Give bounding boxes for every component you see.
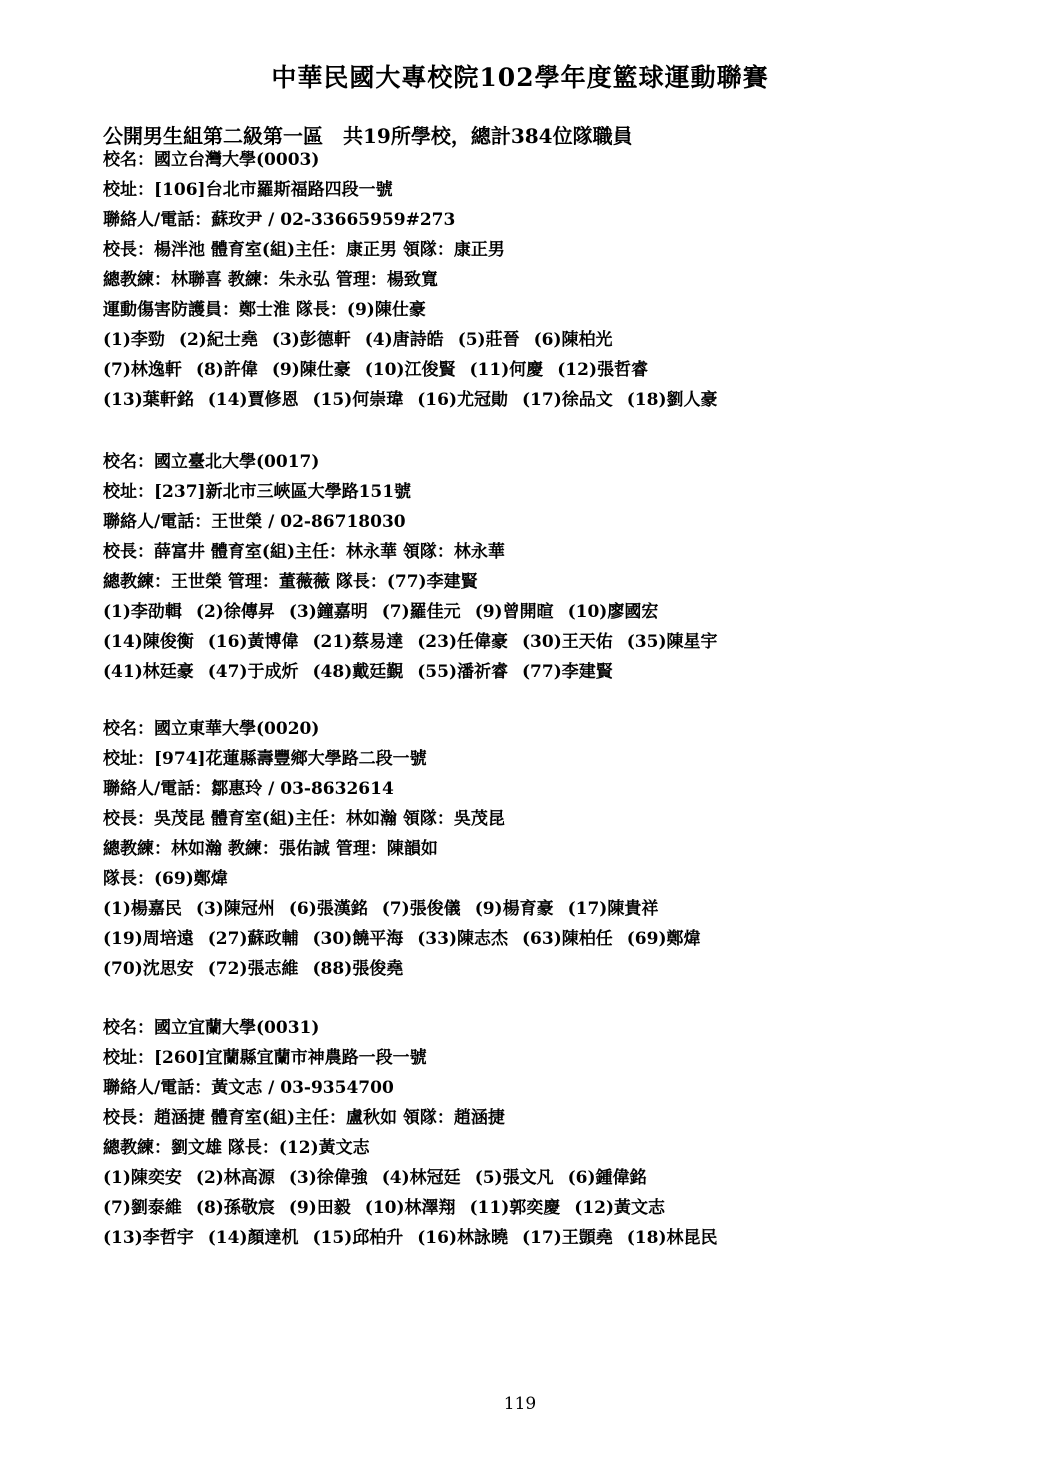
player: (2)林高源 (195, 1168, 275, 1188)
roster-line (103, 1193, 732, 1223)
school-staff-line: 運動傷害防護員：鄭士淮 隊長：(9)陳仕豪 (103, 300, 426, 320)
player: (5)張文凡 (474, 1168, 554, 1188)
player: (8)孫敬宸 (195, 1198, 275, 1218)
player: (23)任偉豪 (417, 632, 508, 652)
school-name: 校名：國立臺北大學(0017) (103, 452, 320, 472)
player: (9)田毅 (288, 1198, 351, 1218)
player: (48)戴廷覲 (312, 662, 404, 682)
player: (1)陳奕安 (103, 1168, 182, 1188)
player: (9)陳仕豪 (271, 360, 351, 380)
school-address: 校址：[260]宜蘭縣宜蘭市神農路一段一號 (103, 1048, 427, 1068)
player: (7)林逸軒 (103, 360, 182, 380)
player: (35)陳星宇 (626, 632, 718, 652)
player: (27)蘇政輔 (207, 929, 299, 949)
player: (16)尤冠勛 (417, 390, 508, 410)
roster-line (103, 894, 715, 924)
roster-line (103, 924, 715, 954)
school-staff-line: 總教練：王世榮 管理：董薇薇 隊長：(77)李建賢 (103, 572, 478, 592)
roster-line (103, 355, 732, 385)
page-title: 中華民國大專校院102學年度籃球運動聯賽 (271, 63, 769, 92)
roster-line (103, 597, 732, 627)
player: (77)李建賢 (522, 662, 613, 682)
page-number: 119 (503, 1394, 537, 1414)
player: (4)唐詩皓 (364, 330, 444, 350)
player: (18)劉人豪 (626, 390, 718, 410)
player: (9)楊育豪 (474, 899, 554, 919)
player: (8)許偉 (195, 360, 258, 380)
player: (19)周培遠 (103, 929, 194, 949)
player: (1)李劭輯 (103, 602, 182, 622)
player: (1)楊嘉民 (103, 899, 182, 919)
school-block (103, 145, 732, 415)
school-staff-line: 校長：薛富井 體育室(組)主任：林永華 領隊：林永華 (103, 542, 505, 562)
player: (41)林廷豪 (103, 662, 194, 682)
player: (3)彭德軒 (271, 330, 351, 350)
player: (30)王天佑 (522, 632, 613, 652)
player: (12)張哲睿 (557, 360, 649, 380)
school-block (103, 714, 715, 984)
school-name: 校名：國立東華大學(0020) (103, 719, 320, 739)
school-contact: 聯絡人/電話：鄒惠玲 / 03-8632614 (103, 779, 394, 799)
player: (11)何慶 (469, 360, 544, 380)
player: (6)張漢銘 (288, 899, 368, 919)
player: (13)葉軒銘 (103, 390, 194, 410)
school-staff-line: 總教練：林聯喜 教練：朱永弘 管理：楊致寬 (103, 270, 438, 290)
section-heading: 公開男生組第二級第一區 共19所學校，總計384位隊職員 (103, 124, 633, 148)
player: (7)羅佳元 (381, 602, 461, 622)
player: (10)廖國宏 (567, 602, 659, 622)
player: (72)張志維 (207, 959, 299, 979)
roster-line (103, 954, 715, 984)
player: (4)林冠廷 (381, 1168, 461, 1188)
school-staff-line: 校長：楊泮池 體育室(組)主任：康正男 領隊：康正男 (103, 240, 505, 260)
school-staff-line: 總教練：林如瀚 教練：張佑誠 管理：陳韻如 (103, 839, 438, 859)
player: (12)黃文志 (574, 1198, 666, 1218)
player: (10)江俊賢 (364, 360, 456, 380)
school-contact: 聯絡人/電話：蘇玫尹 / 02-33665959#273 (103, 210, 456, 230)
player: (13)李哲宇 (103, 1228, 194, 1248)
player: (33)陳志杰 (417, 929, 508, 949)
roster-line (103, 657, 732, 687)
player: (9)曾開暄 (474, 602, 554, 622)
player: (10)林澤翔 (364, 1198, 456, 1218)
player: (6)陳柏光 (533, 330, 613, 350)
school-block (103, 447, 732, 687)
player: (14)顏達机 (207, 1228, 299, 1248)
player: (69)鄭煒 (626, 929, 701, 949)
school-name: 校名：國立台灣大學(0003) (103, 150, 320, 170)
player: (2)紀士堯 (178, 330, 258, 350)
player: (17)王顗堯 (522, 1228, 613, 1248)
player: (11)郭奕慶 (469, 1198, 561, 1218)
school-contact: 聯絡人/電話：王世榮 / 02-86718030 (103, 512, 406, 532)
player: (15)邱柏升 (312, 1228, 404, 1248)
player: (21)蔡易達 (312, 632, 404, 652)
player: (2)徐傳昇 (195, 602, 275, 622)
player: (5)莊晉 (457, 330, 520, 350)
player: (55)潘祈睿 (417, 662, 508, 682)
player: (6)鍾偉銘 (567, 1168, 647, 1188)
roster-line (103, 627, 732, 657)
school-staff-line: 總教練：劉文雄 隊長：(12)黃文志 (103, 1138, 370, 1158)
school-address: 校址：[974]花蓮縣壽豐鄉大學路二段一號 (103, 749, 427, 769)
player: (3)陳冠州 (195, 899, 275, 919)
school-address: 校址：[106]台北市羅斯福路四段一號 (103, 180, 393, 200)
player: (63)陳柏任 (522, 929, 613, 949)
player: (14)陳俊衡 (103, 632, 194, 652)
roster-line (103, 385, 732, 415)
player: (14)賈修恩 (207, 390, 299, 410)
player: (7)劉泰維 (103, 1198, 182, 1218)
school-staff-line: 校長：趙涵捷 體育室(組)主任：盧秋如 領隊：趙涵捷 (103, 1108, 505, 1128)
roster-line (103, 1163, 732, 1193)
player: (17)徐品文 (522, 390, 613, 410)
school-staff-line: 校長：吳茂昆 體育室(組)主任：林如瀚 領隊：吳茂昆 (103, 809, 505, 829)
player: (1)李勁 (103, 330, 165, 350)
roster-line (103, 1223, 732, 1253)
school-block (103, 1013, 732, 1253)
player: (16)黃博偉 (207, 632, 299, 652)
player: (30)饒平海 (312, 929, 404, 949)
school-staff-line: 隊長：(69)鄭煒 (103, 869, 228, 889)
player: (18)林昆民 (626, 1228, 718, 1248)
roster-line (103, 325, 732, 355)
player: (17)陳貴祥 (567, 899, 659, 919)
player: (3)徐偉強 (288, 1168, 368, 1188)
player: (88)張俊堯 (312, 959, 404, 979)
school-address: 校址：[237]新北市三峽區大學路151號 (103, 482, 412, 502)
player: (70)沈思安 (103, 959, 194, 979)
player: (47)于成炘 (207, 662, 299, 682)
player: (3)鐘嘉明 (288, 602, 368, 622)
school-contact: 聯絡人/電話：黃文志 / 03-9354700 (103, 1078, 394, 1098)
player: (15)何崇瑋 (312, 390, 404, 410)
player: (16)林詠曉 (417, 1228, 508, 1248)
school-name: 校名：國立宜蘭大學(0031) (103, 1018, 320, 1038)
player: (7)張俊儀 (381, 899, 461, 919)
